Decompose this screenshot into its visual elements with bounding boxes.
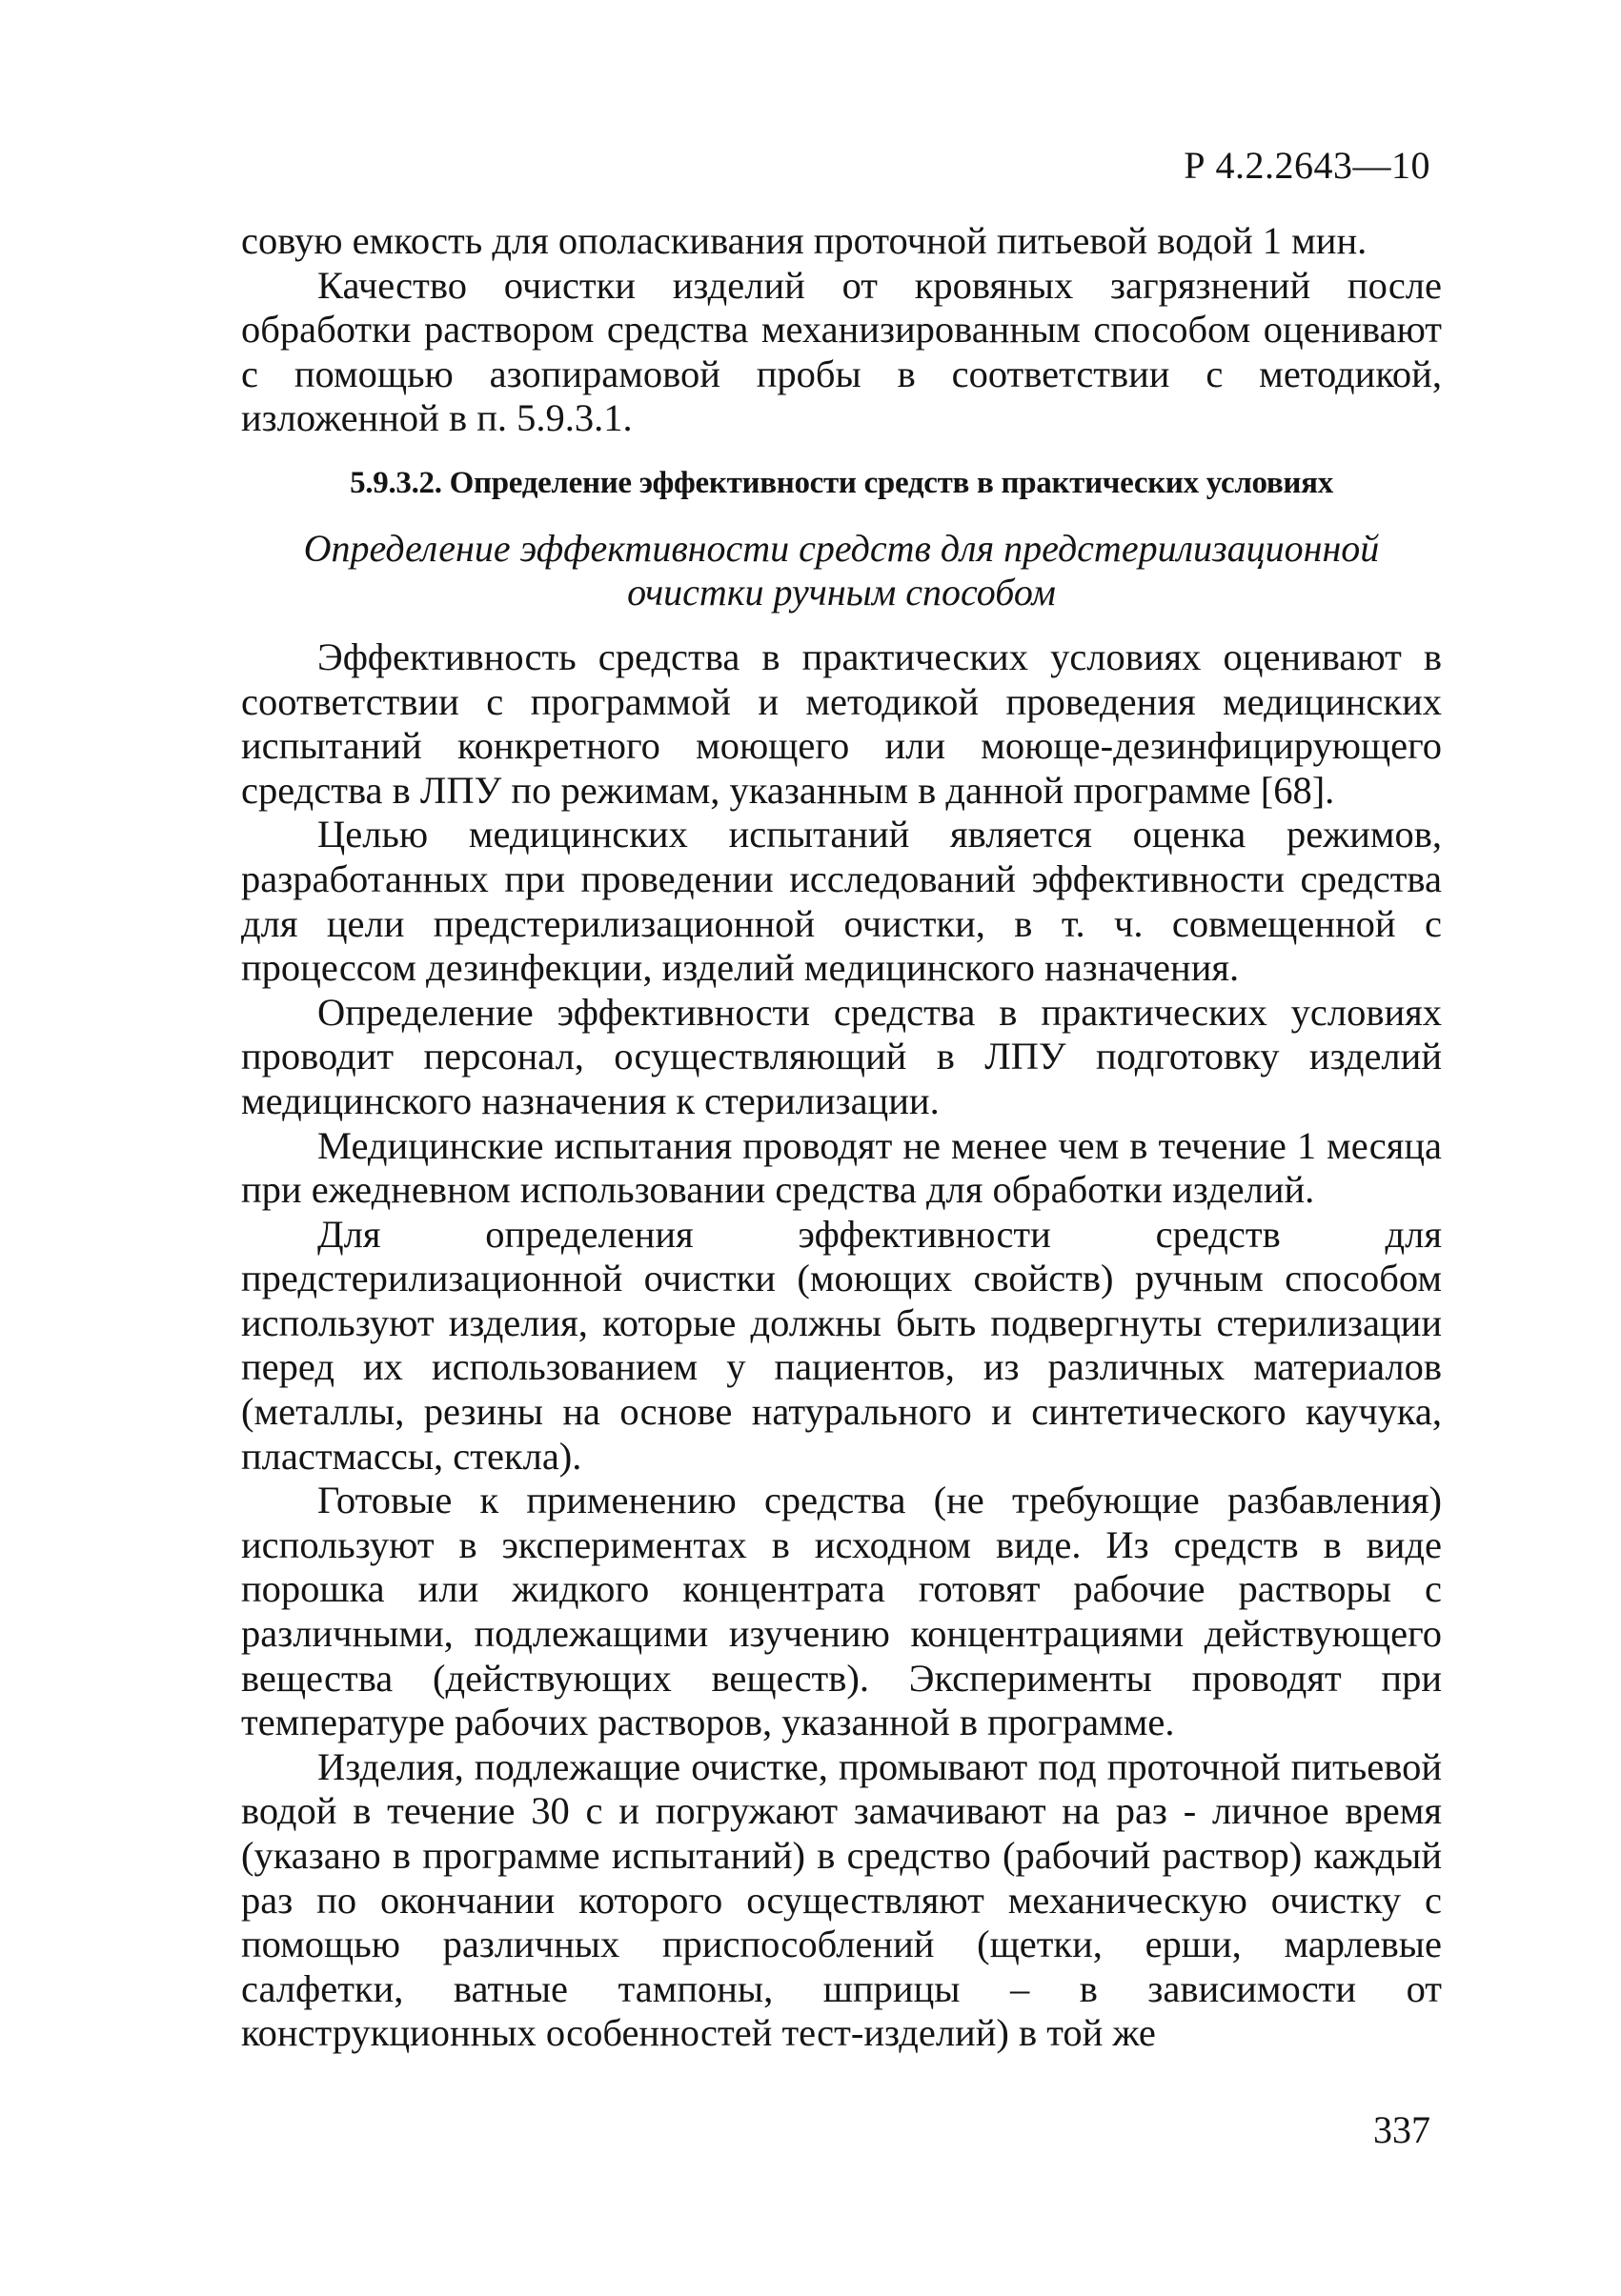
page-number: 337 xyxy=(1373,2108,1430,2151)
section-heading: 5.9.3.2. Определение эффективности средств в практических условиях xyxy=(350,465,1333,500)
paragraph-items: Для определения эффективности средств для предстерилизационной очистки (моющих свойств) ручным способом используют изделия, которые должны быть подвергнуты стерилизации перед их использованием у пациентов, из различных материалов (металлы, резины на основе натурального и синтетического каучука, пластмассы, стекла). xyxy=(241,1212,1442,1478)
paragraph-efficiency: Эффективность средства в практических условиях оценивают в соответствии с программой и методикой проведения медицинских испытаний конкретного моющего или моюще-дезинфицирующего средства в ЛПУ по режимам, указанным в данной программе [68]. xyxy=(241,634,1442,812)
body-text xyxy=(241,219,1442,2056)
paragraph-ready-solutions: Готовые к применению средства (не требующие разбавления) используют в экспериментах в исходном виде. Из средств в виде порошка или жидкого концентрата готовят рабочие растворы с различными, подлежащими изучению концентрациями действующего вещества (действующих веществ). Эксперименты проводят при температуре рабочих растворов, указанной в программе. xyxy=(241,1479,1442,1744)
sub-heading-line-2: очистки ручным способом xyxy=(627,570,1056,614)
paragraph-personnel: Определение эффективности средства в практических условиях проводит персонал, осуществляющий в ЛПУ подготовку изделий медицинского назначения к стерилизации. xyxy=(241,990,1442,1122)
paragraph-rinse: Изделия, подлежащие очистке, промывают под проточной питьевой водой в течение 30 с и погружают замачивают на раз - личное время (указано в программе испытаний) в средство (рабочий раствор) каждый раз по окончании которого осуществляют механическую очистку с помощью различных приспособлений (щетки, ерши, марлевые салфетки, ватные тампоны, шприцы – в зависимости от конструкционных особенностей тест-изделий) в той же xyxy=(241,1744,1442,2055)
sub-heading-line-1: Определение эффективности средств для предстерилизационной xyxy=(303,526,1380,570)
paragraph-continuation: совую емкость для ополаскивания проточной питьевой водой 1 мин. xyxy=(241,219,1368,262)
paragraph-quality-check: Качество очистки изделий от кровяных загрязнений после обработки раствором средства механизированным способом оценивают с помощью азопирамовой пробы в соответствии с методикой, изложенной в п. 5.9.3.1. xyxy=(241,263,1442,440)
paragraph-duration: Медицинские испытания проводят не менее чем в течение 1 месяца при ежедневном использовании средства для обработки изделий. xyxy=(241,1123,1442,1212)
paragraph-goal: Целью медицинских испытаний является оценка режимов, разработанных при проведении исследований эффективности средства для цели предстерилизационной очистки, в т. ч. совмещенной с процессом дезинфекции, изделий медицинского назначения. xyxy=(241,813,1442,990)
document-code: Р 4.2.2643—10 xyxy=(1184,144,1430,187)
sub-heading xyxy=(241,527,1442,614)
